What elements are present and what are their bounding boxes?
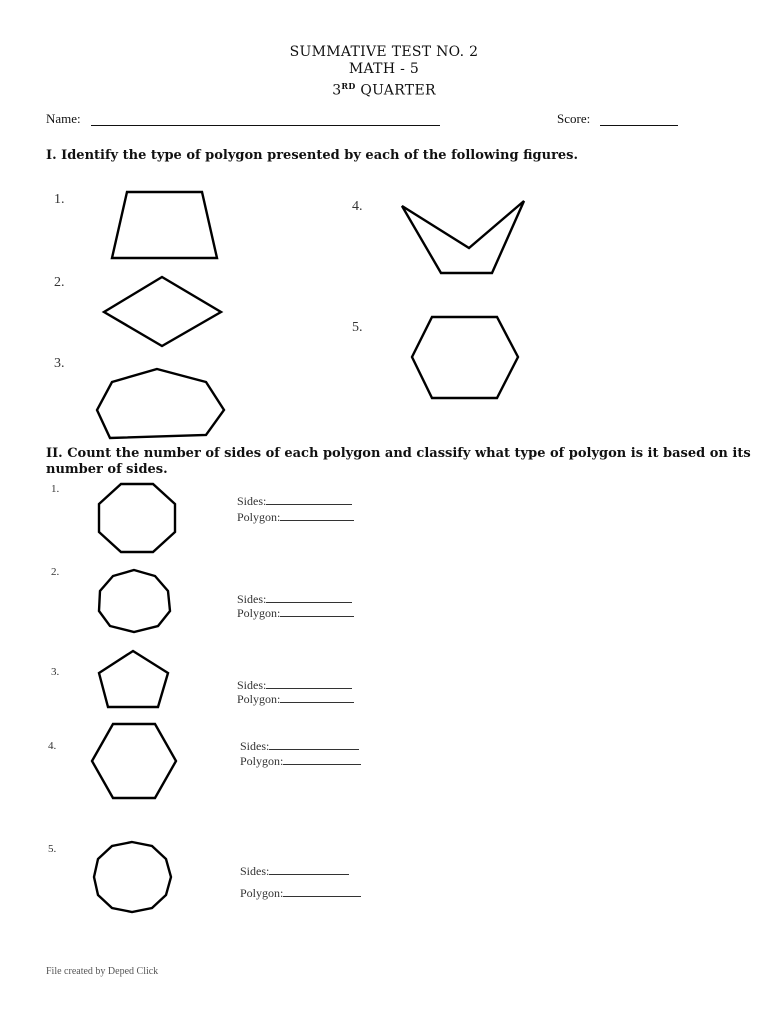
part2-instruction-line2: number of sides.	[46, 462, 168, 477]
part2-instruction-line1: II. Count the number of sides of each polygon and classify what type of polygon is it based on its	[46, 446, 751, 461]
polygon-label: Polygon:	[237, 606, 281, 620]
subject-title: MATH - 5	[348, 61, 420, 77]
sides-label: Sides:	[240, 739, 270, 753]
polygon-line-4[interactable]	[240, 754, 361, 769]
footer-credit: File created by Deped Click	[46, 966, 159, 977]
sides-line-1[interactable]	[237, 494, 352, 509]
sides-line-5[interactable]	[240, 864, 349, 879]
part1-item-number: 5.	[352, 320, 363, 335]
polygon-blank[interactable]	[283, 754, 361, 765]
polygon-blank[interactable]	[280, 606, 354, 617]
part2-item-number: 2.	[51, 566, 60, 578]
part2-item-number: 5.	[48, 843, 57, 855]
pentagon-icon	[99, 651, 168, 707]
quarter-word: QUARTER	[360, 82, 436, 99]
sides-label: Sides:	[237, 592, 267, 606]
polygon-blank[interactable]	[280, 692, 354, 703]
part1-item-number: 4.	[352, 199, 363, 214]
test-title: SUMMATIVE TEST NO. 2	[289, 44, 479, 60]
part1-item-number: 2.	[54, 275, 65, 290]
sides-blank[interactable]	[269, 739, 359, 750]
polygon-label: Polygon:	[237, 692, 281, 706]
polygon-label: Polygon:	[237, 510, 281, 524]
part2-item-number: 1.	[51, 483, 60, 495]
sides-line-2[interactable]	[237, 592, 352, 607]
nonagon-icon	[99, 570, 170, 632]
quarter-superscript: RD	[341, 81, 356, 91]
sides-label: Sides:	[237, 678, 267, 692]
name-label: Name:	[46, 111, 81, 126]
score-label: Score:	[557, 111, 591, 126]
part2-item-number: 4.	[48, 740, 57, 752]
sides-line-3[interactable]	[237, 678, 352, 693]
polygon-line-5[interactable]	[240, 886, 361, 901]
sides-blank[interactable]	[266, 678, 352, 689]
sides-label: Sides:	[237, 494, 267, 508]
polygon-label: Polygon:	[240, 754, 284, 768]
polygon-line-2[interactable]	[237, 606, 354, 621]
quarter-number: 3	[332, 82, 342, 99]
sides-label: Sides:	[240, 864, 270, 878]
sides-blank[interactable]	[269, 864, 349, 875]
polygon-line-1[interactable]	[237, 510, 354, 525]
part2-item-number: 3.	[51, 666, 60, 678]
part1-item-number: 3.	[54, 356, 65, 371]
polygon-line-3[interactable]	[237, 692, 354, 707]
part1-instruction: I. Identify the type of polygon presented by each of the following figures.	[46, 148, 579, 163]
octagon-icon	[99, 484, 175, 552]
hexagon-icon	[92, 724, 176, 798]
polygon-label: Polygon:	[240, 886, 284, 900]
polygon-blank[interactable]	[283, 886, 361, 897]
decagon-icon	[94, 842, 171, 912]
part1-item-number: 1.	[54, 192, 65, 207]
sides-line-4[interactable]	[240, 739, 359, 754]
polygon-blank[interactable]	[280, 510, 354, 521]
sides-blank[interactable]	[266, 494, 352, 505]
sides-blank[interactable]	[266, 592, 352, 603]
